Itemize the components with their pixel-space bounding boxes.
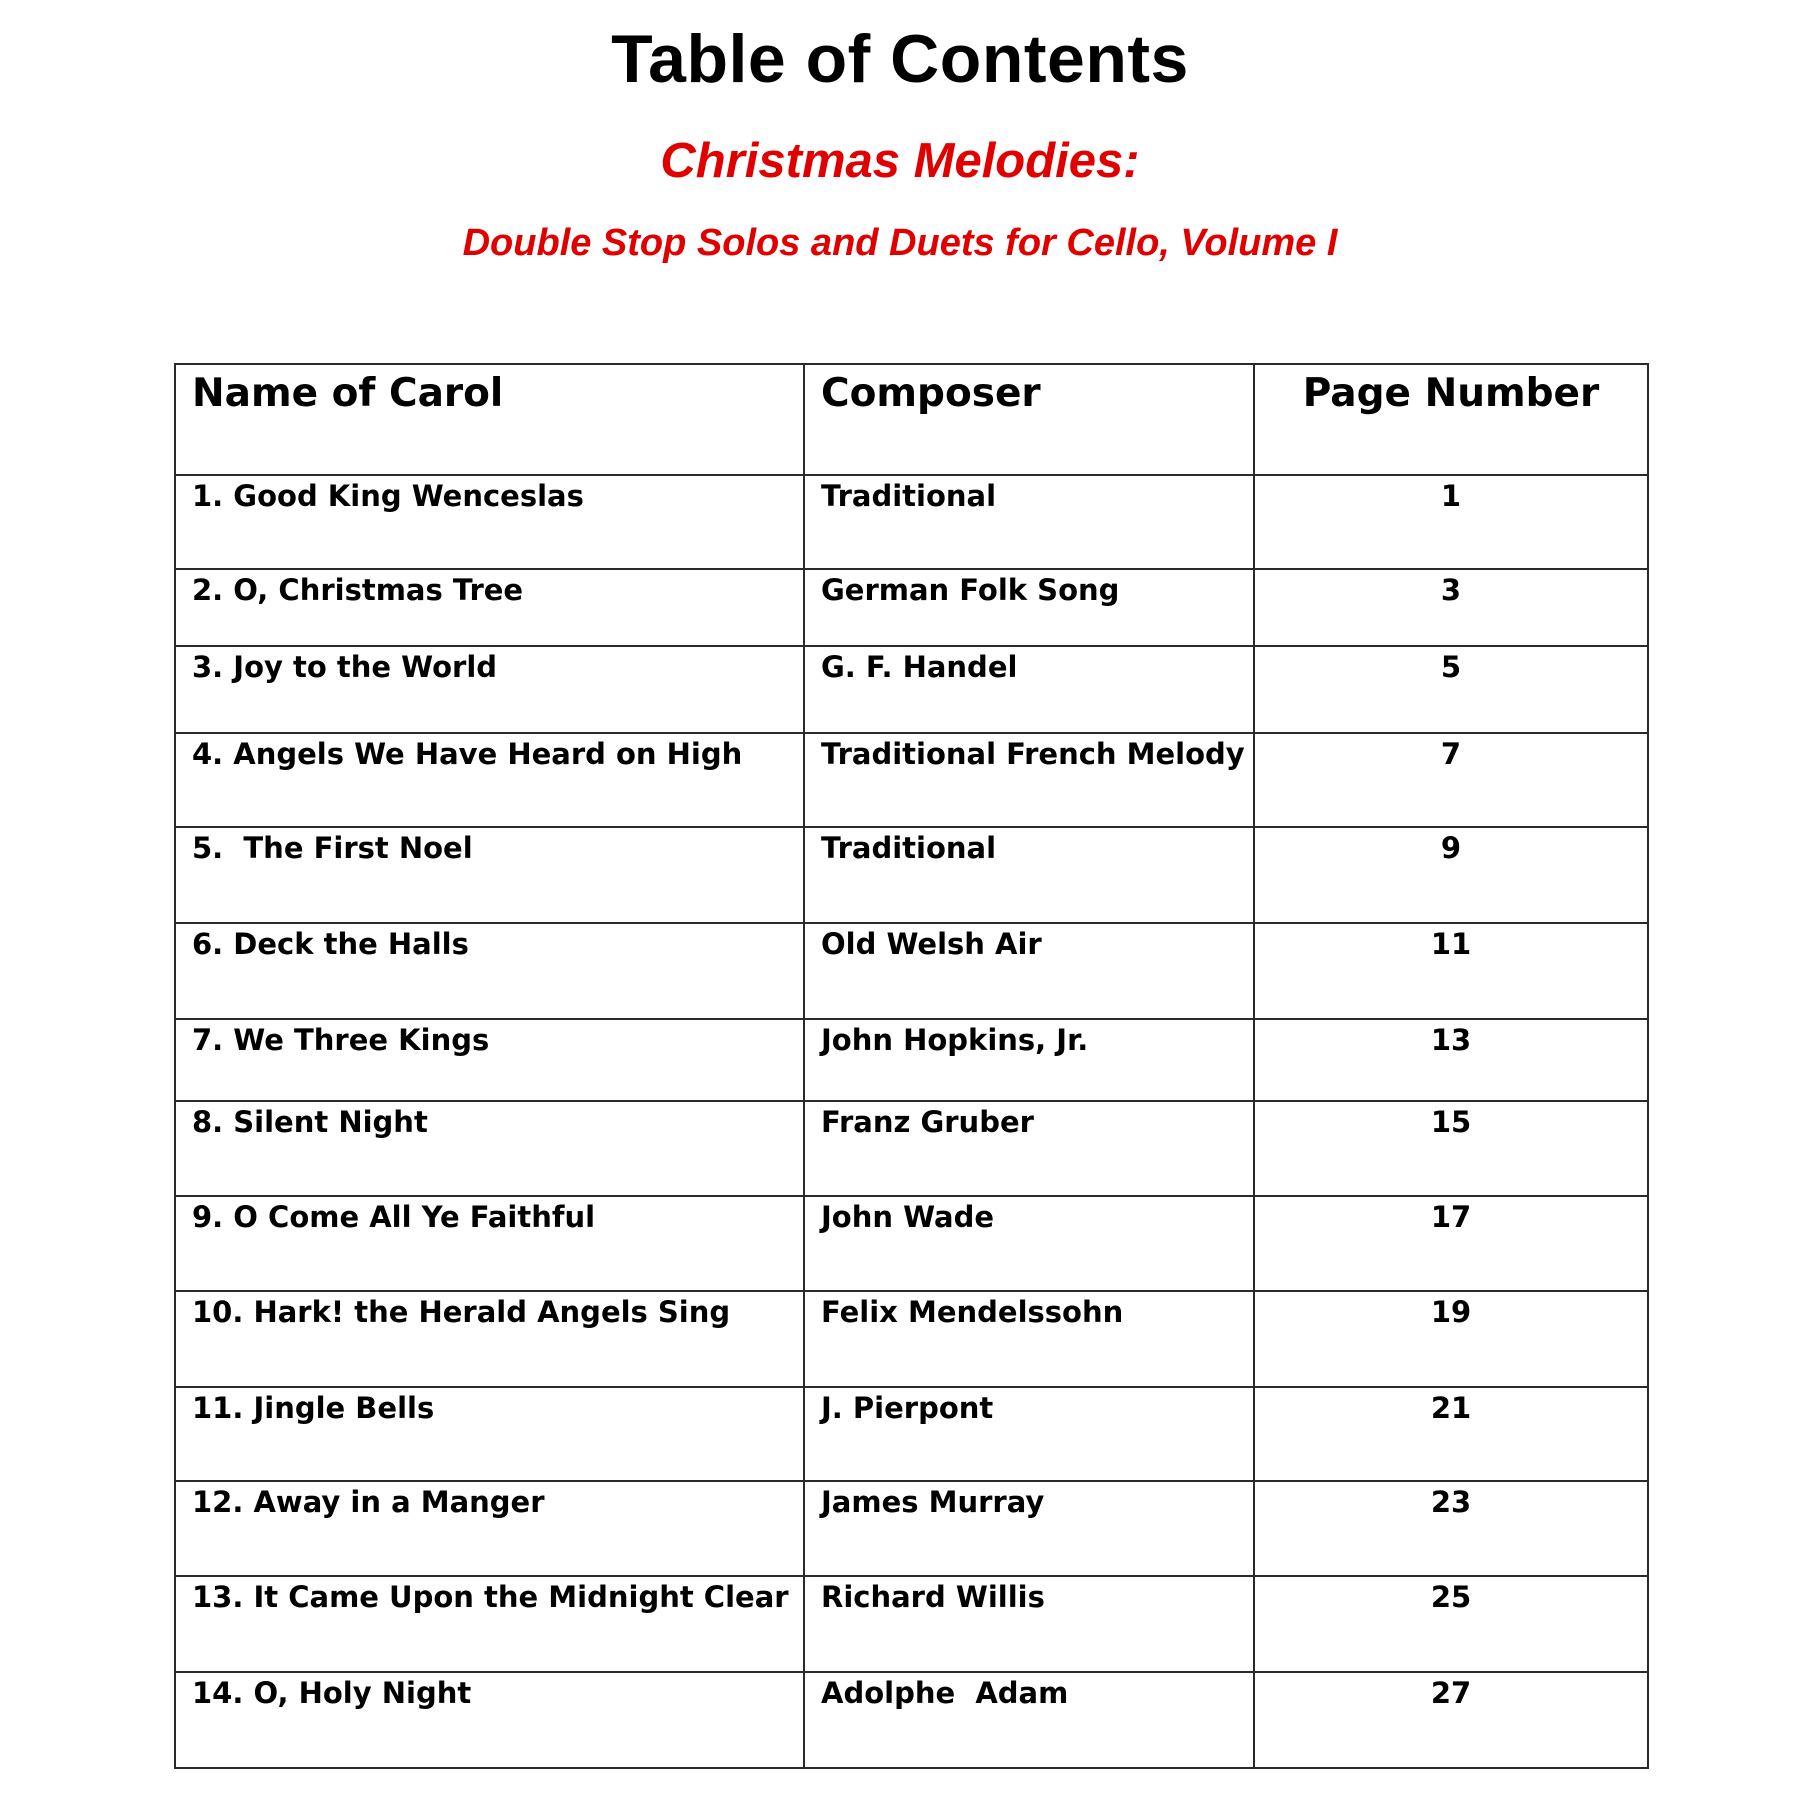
- table-header-row: [175, 364, 1648, 475]
- composer-cell: [804, 1387, 1254, 1481]
- book-subtitle: Double Stop Solos and Duets for Cello, Volume I: [462, 222, 1338, 264]
- carol-name-cell-text: 12. Away in a Manger: [192, 1485, 545, 1519]
- carol-name-cell-text: 10. Hark! the Herald Angels Sing: [192, 1295, 731, 1329]
- table-row: [175, 1019, 1648, 1101]
- composer-cell-text: Traditional: [821, 831, 997, 865]
- carol-name-cell: [175, 1291, 804, 1387]
- page-number-cell-text: 21: [1430, 1391, 1472, 1425]
- page-number-cell: [1254, 1481, 1648, 1576]
- page-number-cell: [1254, 1101, 1648, 1196]
- book-title: Christmas Melodies:: [660, 134, 1140, 188]
- composer-cell: [804, 827, 1254, 923]
- carol-name-cell-text: 1. Good King Wenceslas: [192, 479, 584, 513]
- page-number-cell-text: 27: [1430, 1676, 1472, 1710]
- contents-table: [174, 363, 1649, 1769]
- column-header-label: Composer: [821, 371, 1041, 416]
- table-row: [175, 475, 1648, 569]
- page-number-cell-text: 11: [1430, 927, 1472, 961]
- page-number-cell: [1254, 1672, 1648, 1768]
- composer-cell-text: J. Pierpont: [821, 1391, 994, 1425]
- carol-name-cell: [175, 827, 804, 923]
- composer-cell-text: John Hopkins, Jr.: [821, 1023, 1089, 1057]
- page-number-cell-text: 13: [1430, 1023, 1472, 1057]
- carol-name-cell: [175, 646, 804, 733]
- composer-cell-text: Felix Mendelssohn: [821, 1295, 1124, 1329]
- page-number-cell: [1254, 1387, 1648, 1481]
- page-number-cell-text: 5: [1440, 650, 1462, 684]
- carol-name-cell-text: 8. Silent Night: [192, 1105, 428, 1139]
- page-number-cell: [1254, 827, 1648, 923]
- table-row: [175, 1672, 1648, 1768]
- page-number-cell: [1254, 923, 1648, 1019]
- carol-name-cell-text: 9. O Come All Ye Faithful: [192, 1200, 596, 1234]
- composer-cell-text: Franz Gruber: [821, 1105, 1034, 1139]
- page-number-cell: [1254, 475, 1648, 569]
- carol-name-cell: [175, 1101, 804, 1196]
- composer-cell: [804, 1291, 1254, 1387]
- table-row: [175, 1481, 1648, 1576]
- composer-cell: [804, 733, 1254, 827]
- page-number-cell-text: 1: [1440, 479, 1462, 513]
- page-number-cell: [1254, 646, 1648, 733]
- carol-name-cell-text: 6. Deck the Halls: [192, 927, 469, 961]
- composer-cell-text: Adolphe Adam: [821, 1676, 1069, 1710]
- table-row: [175, 733, 1648, 827]
- column-header-page: [1254, 364, 1648, 475]
- carol-name-cell-text: 2. O, Christmas Tree: [192, 573, 524, 607]
- page-number-cell: [1254, 569, 1648, 646]
- composer-cell-text: G. F. Handel: [821, 650, 1018, 684]
- composer-cell: [804, 1196, 1254, 1291]
- composer-cell: [804, 1101, 1254, 1196]
- column-header-composer: [804, 364, 1254, 475]
- carol-name-cell-text: 11. Jingle Bells: [192, 1391, 435, 1425]
- column-header-label: Name of Carol: [192, 371, 504, 416]
- column-header-name: [175, 364, 804, 475]
- table-row: [175, 827, 1648, 923]
- table-row: [175, 1576, 1648, 1672]
- page-number-cell-text: 7: [1440, 737, 1462, 771]
- composer-cell: [804, 1576, 1254, 1672]
- carol-name-cell: [175, 1672, 804, 1768]
- table-row: [175, 646, 1648, 733]
- carol-name-cell: [175, 1387, 804, 1481]
- carol-name-cell: [175, 1481, 804, 1576]
- composer-cell: [804, 475, 1254, 569]
- page-number-cell: [1254, 1196, 1648, 1291]
- composer-cell-text: Richard Willis: [821, 1580, 1045, 1614]
- composer-cell: [804, 1672, 1254, 1768]
- carol-name-cell-text: 4. Angels We Have Heard on High: [192, 737, 743, 771]
- page-number-cell: [1254, 1291, 1648, 1387]
- composer-cell: [804, 569, 1254, 646]
- page-title: Table of Contents: [611, 21, 1189, 97]
- table-row: [175, 1101, 1648, 1196]
- page-number-cell: [1254, 1019, 1648, 1101]
- page-number-cell-text: 25: [1430, 1580, 1472, 1614]
- table-row: [175, 1291, 1648, 1387]
- composer-cell-text: Old Welsh Air: [821, 927, 1042, 961]
- composer-cell: [804, 646, 1254, 733]
- page-number-cell: [1254, 1576, 1648, 1672]
- page-number-cell-text: 17: [1430, 1200, 1472, 1234]
- composer-cell-text: John Wade: [821, 1200, 995, 1234]
- carol-name-cell: [175, 923, 804, 1019]
- table-row: [175, 1387, 1648, 1481]
- carol-name-cell-text: 5. The First Noel: [192, 831, 473, 865]
- carol-name-cell: [175, 569, 804, 646]
- page-number-cell-text: 15: [1430, 1105, 1472, 1139]
- composer-cell-text: Traditional French Melody: [821, 737, 1245, 771]
- page-number-cell-text: 19: [1430, 1295, 1472, 1329]
- carol-name-cell-text: 14. O, Holy Night: [192, 1676, 472, 1710]
- page-number-cell-text: 3: [1440, 573, 1462, 607]
- table-row: [175, 923, 1648, 1019]
- page-number-cell: [1254, 733, 1648, 827]
- composer-cell-text: German Folk Song: [821, 573, 1120, 607]
- composer-cell: [804, 923, 1254, 1019]
- carol-name-cell: [175, 1019, 804, 1101]
- carol-name-cell-text: 7. We Three Kings: [192, 1023, 490, 1057]
- composer-cell-text: James Murray: [821, 1485, 1045, 1519]
- carol-name-cell-text: 3. Joy to the World: [192, 650, 498, 684]
- column-header-label: Page Number: [1302, 371, 1600, 416]
- table-row: [175, 1196, 1648, 1291]
- composer-cell: [804, 1481, 1254, 1576]
- carol-name-cell: [175, 733, 804, 827]
- page-number-cell-text: 9: [1440, 831, 1462, 865]
- composer-cell: [804, 1019, 1254, 1101]
- composer-cell-text: Traditional: [821, 479, 997, 513]
- table-row: [175, 569, 1648, 646]
- carol-name-cell: [175, 475, 804, 569]
- table-body: [175, 475, 1648, 1768]
- carol-name-cell: [175, 1576, 804, 1672]
- carol-name-cell-text: 13. It Came Upon the Midnight Clear: [192, 1580, 789, 1614]
- carol-name-cell: [175, 1196, 804, 1291]
- page-number-cell-text: 23: [1430, 1485, 1472, 1519]
